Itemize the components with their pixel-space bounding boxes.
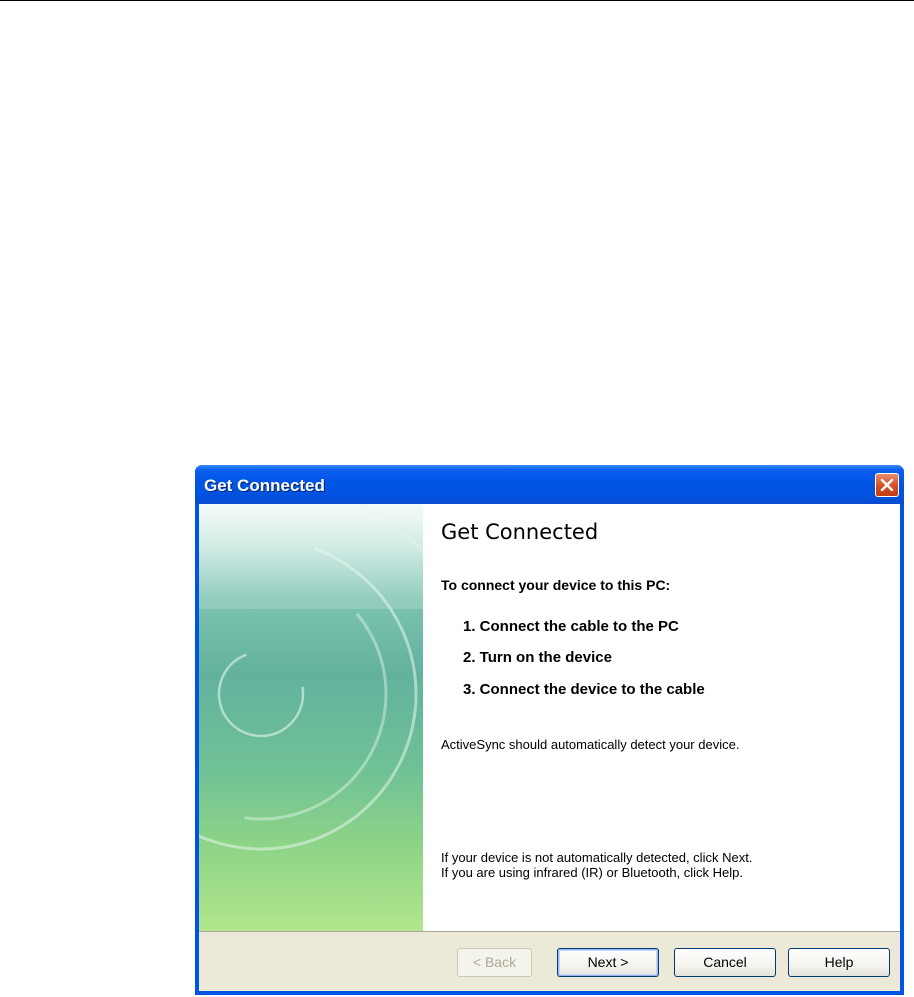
swirl-graphic [199,504,423,931]
page-heading: Get Connected [441,520,599,544]
back-button[interactable]: < Back [457,948,532,977]
button-bar [199,931,900,991]
page-top-rule [0,0,914,1]
get-connected-dialog [195,465,904,995]
close-button[interactable] [875,473,899,497]
cancel-button[interactable]: Cancel [674,948,776,977]
auto-detect-text: ActiveSync should automatically detect your device. [441,737,740,752]
hint-help-text: If you are using infrared (IR) or Bluetooth, click Help. [441,865,744,880]
next-button[interactable]: Next > [557,948,659,977]
instructions-intro: To connect your device to this PC: [441,577,671,593]
dialog-titlebar[interactable] [195,465,904,504]
step-2: 2. Turn on the device [463,649,612,666]
step-3: 3. Connect the device to the cable [463,681,705,698]
hint-next-text: If your device is not automatically detected, click Next. [441,850,753,865]
help-button[interactable]: Help [788,948,890,977]
dialog-title: Get Connected [204,476,325,495]
side-banner-art [199,504,423,931]
step-1: 1. Connect the cable to the PC [463,618,679,635]
close-icon [880,478,894,492]
content-panel [423,504,900,931]
dialog-client-area [199,504,900,991]
